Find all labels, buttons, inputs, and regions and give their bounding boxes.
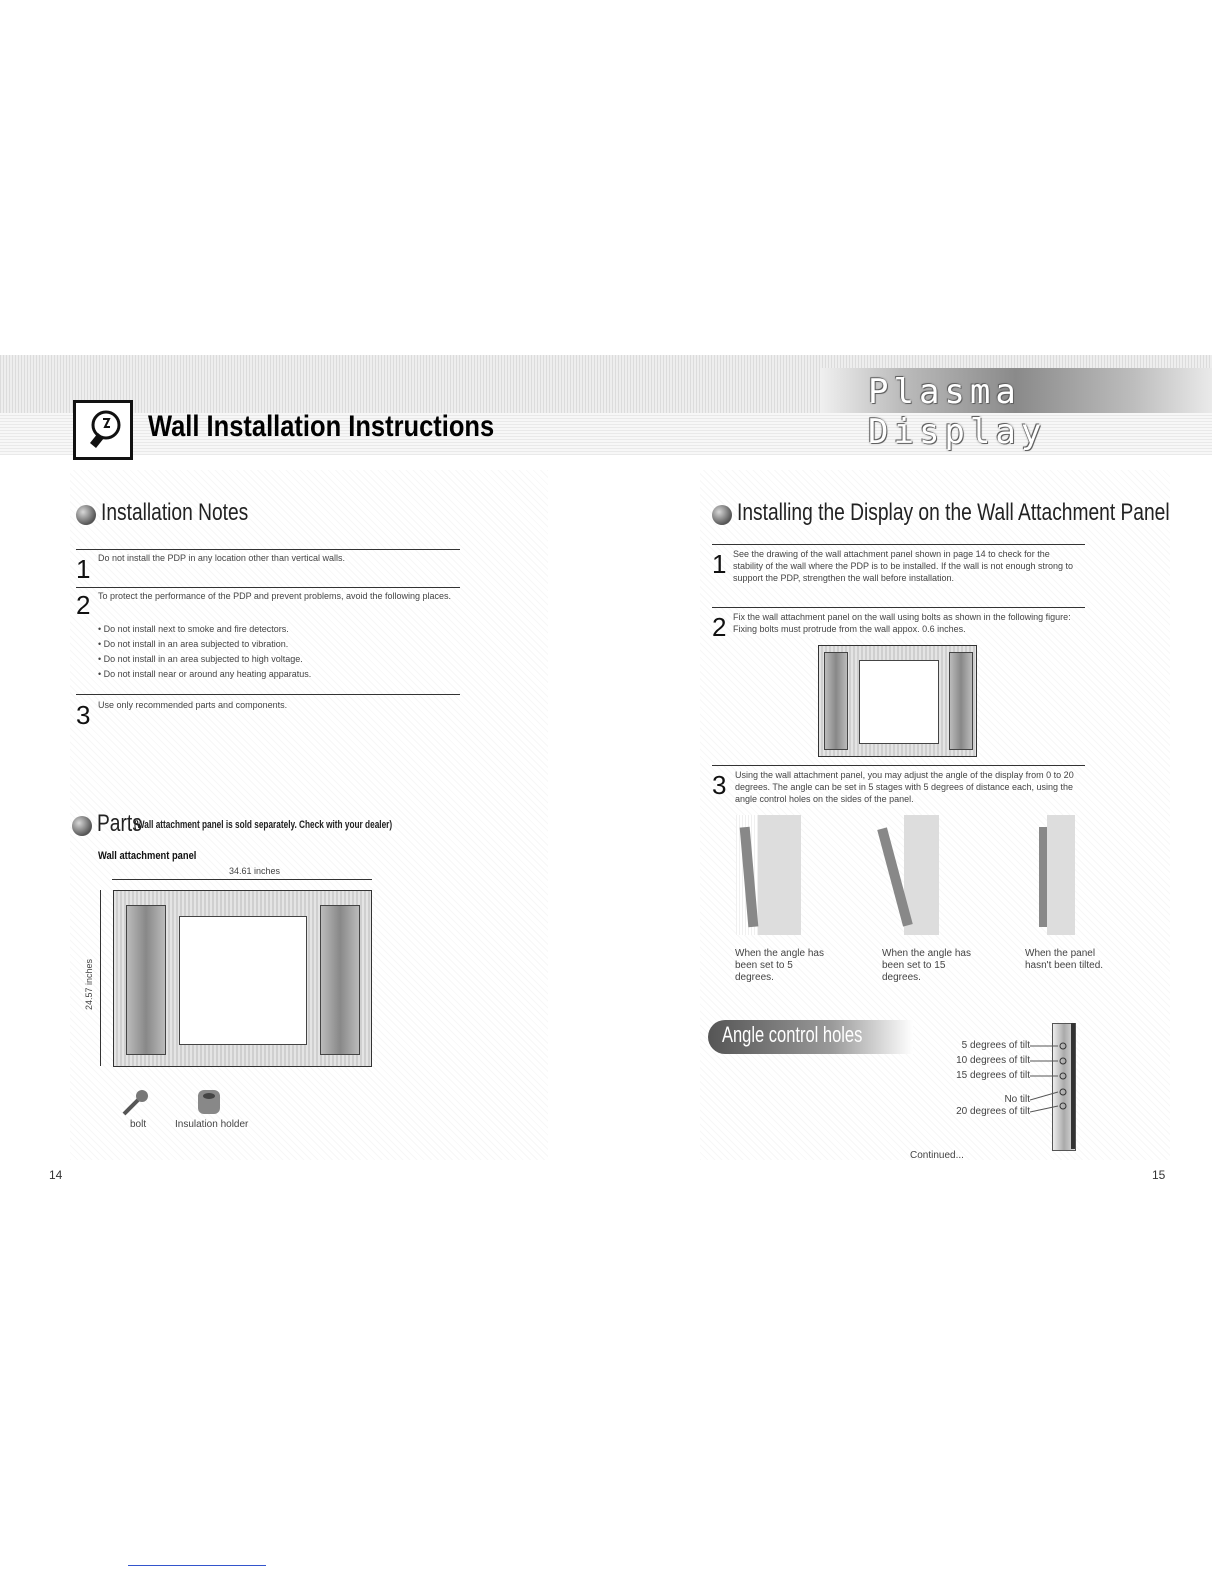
note-text: Do not install the PDP in any location other than vertical walls. [98,553,345,563]
parts-heading: Parts [97,810,142,837]
list-item: • Do not install near or around any heating apparatus. [98,669,312,679]
note-text: To protect the performance of the PDP and prevent problems, avoid the following places. [98,591,452,601]
divider [76,587,460,588]
panel-label: Wall attachment panel [98,850,197,862]
page-number-right: 15 [1152,1168,1166,1182]
page-title: Wall Installation Instructions [148,410,495,443]
panel-right-bracket [949,652,973,750]
tilt-label: 10 degrees of tilt [956,1055,1030,1066]
angle-holes-banner-text: Angle control holes [722,1022,863,1047]
angle-5-illustration [736,815,801,935]
divider [76,549,460,550]
section-bullet-icon [712,505,732,525]
tilt-leader-lines [1030,1040,1070,1120]
note-text: Use only recommended parts and components. [98,700,288,710]
step-number: 2 [76,590,91,620]
panel-opening [179,916,307,1045]
installation-notes-heading: Installation Notes [101,499,249,526]
parts-note: (Wall attachment panel is sold separately. Check with your dealer) [134,819,393,831]
installing-display-heading: Installing the Display on the Wall Attachment Panel [737,499,1170,526]
tilt-label: 20 degrees of tilt [956,1106,1030,1117]
holder-label: Insulation holder [175,1119,249,1130]
height-dimension-line [100,890,101,1066]
panel-left-bracket [824,652,848,750]
no-tilt-caption: When the panel hasn't been tilted. [1025,948,1104,971]
step-number: 3 [712,770,727,800]
tilt-label: No tilt [1004,1094,1030,1105]
list-item: • Do not install in an area subjected to high voltage. [98,654,303,664]
tilt-label: 15 degrees of tilt [956,1070,1030,1081]
wall-segment [1047,815,1075,935]
section-bullet-icon [76,505,96,525]
step-text: See the drawing of the wall attachment panel shown in page 14 to check for the stability of the wall where the PDP is to be installed. If the wall is not enough strong to support the PDP, strengthen the wall before installation. [733,549,1074,583]
step-number: 3 [76,700,91,730]
list-item: • Do not install in an area subjected to vibration. [98,639,289,649]
angle-holes-bracket-edge [1071,1023,1075,1149]
divider [712,607,1085,608]
height-dimension: 24.57 inches [84,958,94,1010]
vertical-panel [1039,827,1047,927]
step-number: 1 [712,549,727,579]
step-number: 1 [76,554,91,584]
insulation-holder-icon [196,1088,222,1121]
divider [76,694,460,695]
wall-attachment-panel-drawing [113,890,372,1067]
lightbulb-icon [73,400,133,460]
width-dimension: 34.61 inches [229,866,281,876]
panel-right-bracket [320,905,360,1055]
brand-text: Plasma Display [868,372,1047,452]
section-bullet-icon [72,816,92,836]
no-tilt-illustration [1035,815,1075,935]
wall-mounted-panel-drawing [818,645,977,757]
page-number-left: 14 [49,1168,63,1182]
tilt-label: 5 degrees of tilt [961,1040,1030,1051]
step-number: 2 [712,612,727,642]
bolt-label: bolt [130,1119,147,1130]
list-item: • Do not install next to smoke and fire detectors. [98,624,289,634]
divider [712,765,1085,766]
panel-left-bracket [126,905,166,1055]
step-text: Fix the wall attachment panel on the wall using bolts as shown in the following figure: Fixing bolts must protrude from the wall appox. 0.6 inches. [733,612,1071,634]
divider [712,544,1085,545]
width-dimension-line [112,879,372,880]
panel-opening [859,660,939,744]
footer-link-line [128,1565,266,1566]
step-text: Using the wall attachment panel, you may adjust the angle of the display from 0 to 20 degrees. The angle can be set in 5 stages with 5 degrees of distance each, using the angle control holes on the sides of the panel. [735,770,1074,804]
bolt-icon [120,1088,150,1123]
tilted-panel [740,827,759,927]
angle-15-illustration [884,815,939,935]
continued-text: Continued... [910,1150,964,1161]
wall-segment [758,815,801,935]
angle-15-caption: When the angle has been set to 15 degrees. [882,948,971,983]
angle-5-caption: When the angle has been set to 5 degrees. [735,948,824,983]
